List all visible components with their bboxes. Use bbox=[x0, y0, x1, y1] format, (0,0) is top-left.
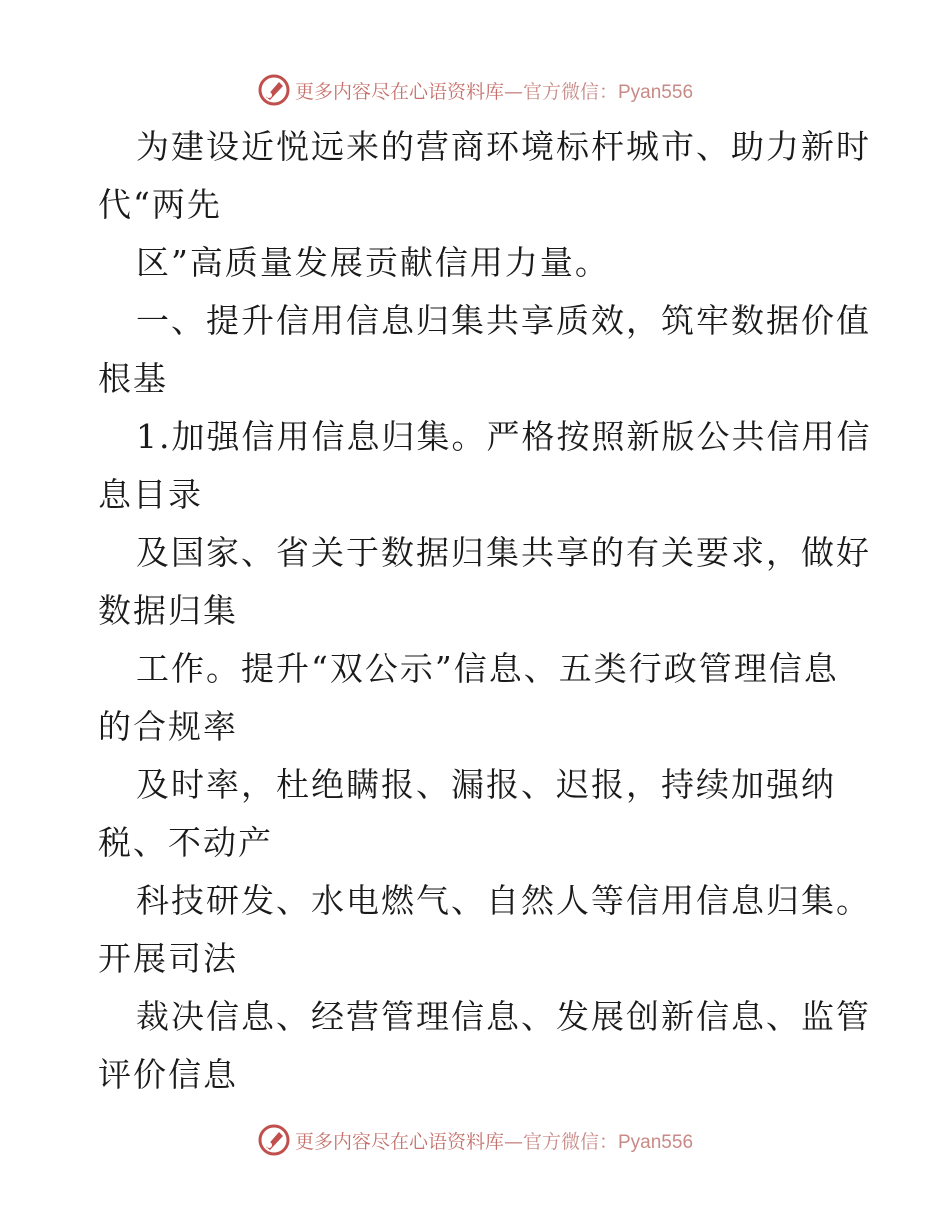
paragraph-line: 开展司法 bbox=[98, 939, 238, 978]
brand-logo-icon bbox=[257, 1123, 291, 1157]
paragraph-line: 数据归集 bbox=[98, 591, 238, 630]
paragraph-line: 为建设近悦远来的营商环境标杆城市、助力新时 bbox=[136, 127, 871, 166]
header-watermark-banner bbox=[0, 70, 950, 110]
header-banner-handle: Pyan556 bbox=[618, 81, 694, 103]
document-body bbox=[98, 118, 872, 1104]
paragraph-line: 代“两先 bbox=[98, 185, 222, 224]
paragraph-line: 1.加强信用信息归集。严格按照新版公共信用信 bbox=[136, 417, 872, 456]
section-heading-line: 一、提升信用信息归集共享质效，筑牢数据价值 bbox=[136, 301, 871, 340]
paragraph-line: 及国家、省关于数据归集共享的有关要求，做好 bbox=[136, 533, 871, 572]
paragraph-line: 区”高质量发展贡献信用力量。 bbox=[136, 243, 610, 282]
footer-banner-text bbox=[295, 1127, 693, 1154]
header-banner-label: 官方微信： bbox=[522, 80, 618, 103]
paragraph-line: 及时率，杜绝瞒报、漏报、迟报，持续加强纳 bbox=[136, 765, 836, 804]
paragraph-line: 税、不动产 bbox=[98, 823, 273, 862]
section-heading-line: 根基 bbox=[98, 359, 168, 398]
footer-banner-brand: 更多内容尽在心语资料库 bbox=[294, 1130, 504, 1153]
paragraph-line: 息目录 bbox=[98, 475, 203, 514]
paragraph-line: 评价信息 bbox=[98, 1055, 238, 1094]
header-banner-separator: — bbox=[503, 80, 523, 103]
brand-logo-icon bbox=[257, 73, 291, 107]
paragraph-line: 科技研发、水电燃气、自然人等信用信息归集。 bbox=[136, 881, 871, 920]
footer-banner-handle: Pyan556 bbox=[618, 1131, 694, 1153]
paragraph-line: 裁决信息、经营管理信息、发展创新信息、监管 bbox=[136, 997, 871, 1036]
footer-banner-separator: — bbox=[503, 1130, 523, 1153]
footer-banner-label: 官方微信： bbox=[522, 1130, 618, 1153]
header-banner-text bbox=[295, 77, 693, 104]
footer-watermark-banner bbox=[0, 1120, 950, 1160]
paragraph-line: 工作。提升“双公示”信息、五类行政管理信息 bbox=[136, 649, 839, 688]
paragraph-line: 的合规率 bbox=[98, 707, 238, 746]
header-banner-brand: 更多内容尽在心语资料库 bbox=[294, 80, 504, 103]
